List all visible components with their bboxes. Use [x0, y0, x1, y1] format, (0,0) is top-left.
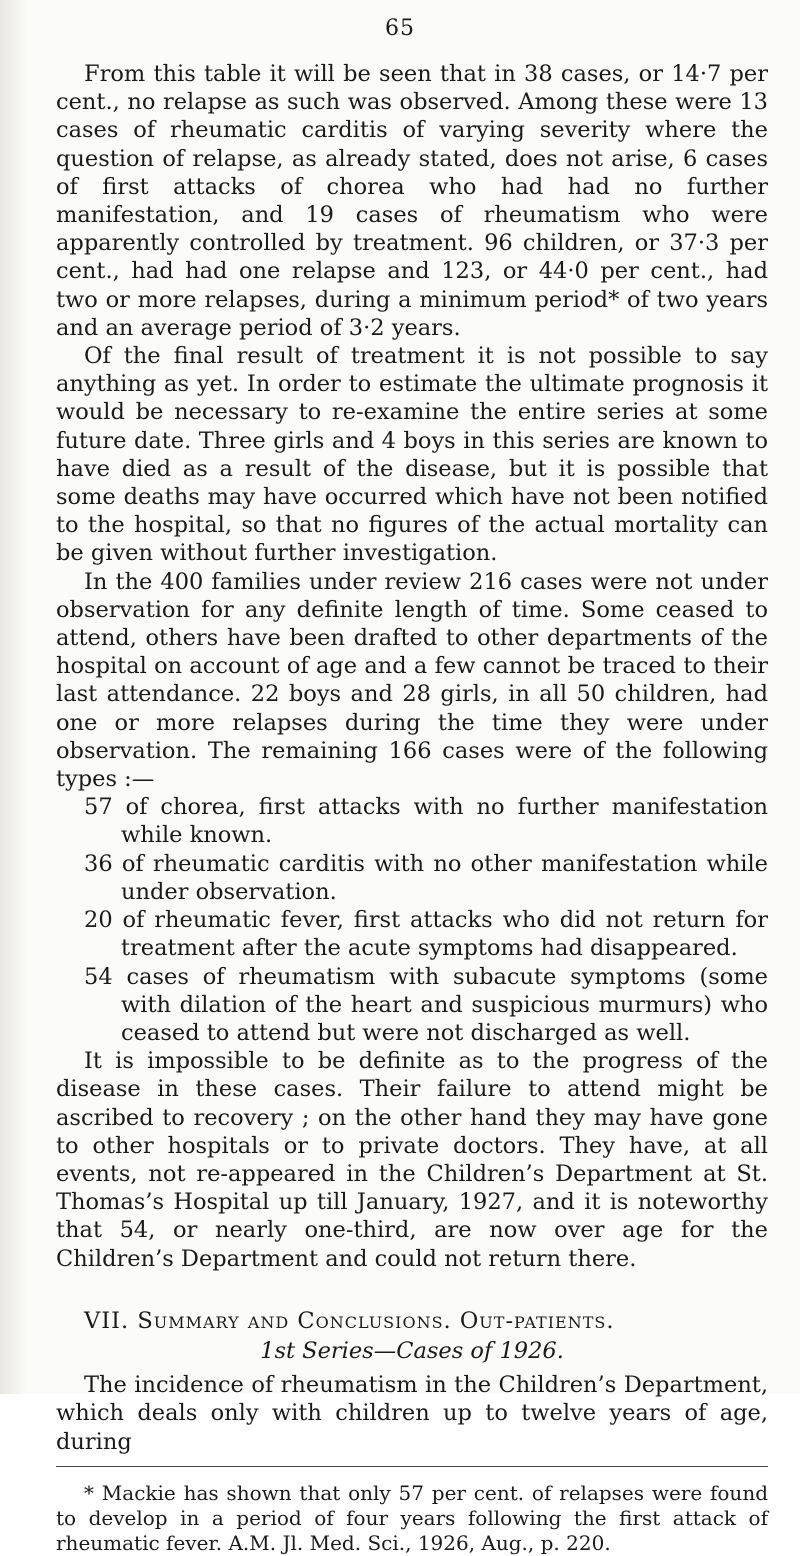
paragraph-relapse-statistics: From this table it will be seen that in 38 cases, or 14·7 per cent., no relapse as such was observed. Among these were 13 cases of rheumatic carditis of varying severity where the question of relapse, as already stated, does not arise, 6 cases of first attacks of chorea who had had no further manifestation, and 19 cases of rheumatism who were apparently controlled by treatment. 96 children, or 37·3 per cent., had had one relapse and 123, or 44·0 per cent., had two or more relapses, during a minimum period* of two years and an average period of 3·2 years. — [56, 61, 768, 341]
footnote-divider — [56, 1466, 768, 1467]
page-number: 65 — [385, 16, 415, 41]
paragraph-final-result: Of the final result of treatment it is not possible to say anything as yet. In order to estimate the ultimate prognosis it would be necessary to re-examine the entire series at some future date. Three girls and 4 boys in this series are known to have died as a result of the disease, but it is possible that some deaths may have occurred which have not been notified to the hospital, so that no figures of the actual mortality can be given without further investigation. — [56, 343, 768, 567]
body-text — [56, 60, 768, 1556]
case-types-list — [56, 793, 768, 1047]
list-item: 57 of chorea, first attacks with no further manifestation while known. — [84, 794, 768, 849]
list-item: 20 of rheumatic fever, first attacks who did not return for treatment after the acute symptoms had disappeared. — [84, 907, 768, 962]
paragraph-families-review: In the 400 families under review 216 cases were not under observation for any definite length of time. Some ceased to attend, others have been drafted to other departments of the hospital on account of age and a few cannot be traced to their last attendance. 22 boys and 28 girls, in all 50 children, had one or more relapses during the time they were under observation. The remaining 166 cases were of the following types :— — [56, 568, 768, 793]
section-subtitle: Out-patients. — [459, 1307, 615, 1334]
footnote: * Mackie has shown that only 57 per cent. of relapses were found to develop in a period of four years following the first attack of rheumatic fever. A.M. Jl. Med. Sci., 1926, Aug., p. 220. — [56, 1480, 768, 1555]
list-item: 36 of rheumatic carditis with no other manifestation while under observation. — [84, 850, 768, 905]
series-subheading: 1st Series—Cases of 1926. — [260, 1337, 564, 1364]
section-heading — [56, 1307, 768, 1335]
list-item: 54 cases of rheumatism with subacute symptoms (some with dilation of the heart and suspicious murmurs) who ceased to attend but were not discharged as well. — [84, 963, 768, 1046]
page-edge-shadow — [0, 0, 28, 1394]
paragraph-incidence: The incidence of rheumatism in the Children’s Department, which deals only with children up to twelve years of age, during — [56, 1372, 768, 1455]
section-title: Summary and Conclusions. — [137, 1307, 452, 1334]
paragraph-progress-uncertain: It is impossible to be definite as to the progress of the disease in these cases. Their failure to attend might be ascribed to recovery ; on the other hand they may have gone to other hospitals or to private doctors. They have, at all events, not re-appeared in the Children’s Department at St. Thomas’s Hospital up till January, 1927, and it is noteworthy that 54, or nearly one-third, are now over age for the Children’s Department and could not return there. — [56, 1048, 768, 1272]
section-number: VII. — [84, 1307, 130, 1334]
